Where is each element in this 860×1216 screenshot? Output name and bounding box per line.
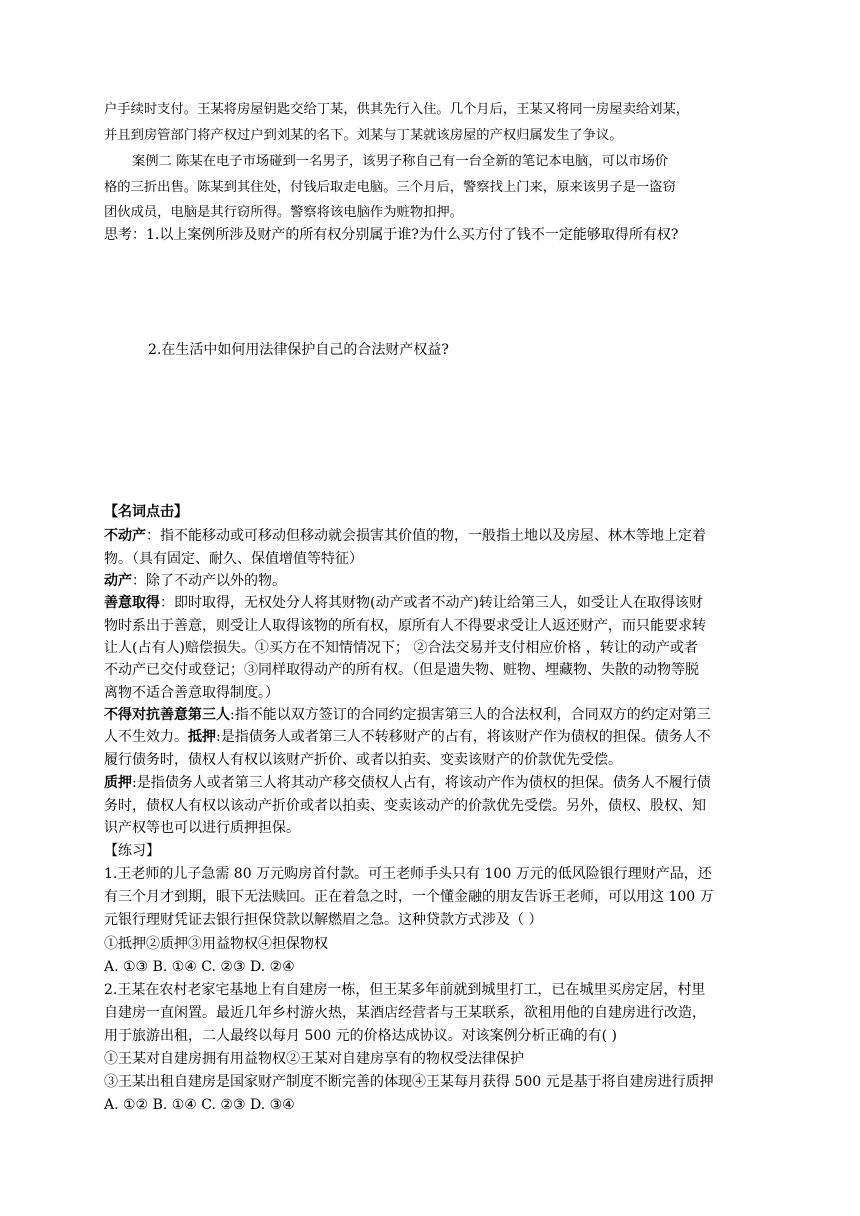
case2-line-1: 案例二 陈某在电子市场碰到一名男子，该男子称自己有一台全新的笔记本电脑，可以市场价	[132, 154, 669, 169]
case2-line-2: 格的三折出售。陈某到其住处，付钱后取走电脑。三个月后，警察找上门来，原来该男子是一盗窃	[104, 180, 676, 195]
glossary-shanyi-line-3: 让人(占有人)赔偿损失。①买方在不知情情况下； ②合法交易并支付相应价格 ，转让的动产或者	[104, 640, 698, 656]
practice-q2-options: A. ①② B. ①④ C. ②③ D. ③④	[104, 1097, 295, 1113]
practice-q1-items: ①抵押②质押③用益物权④担保物权	[104, 936, 328, 952]
glossary-dongchan: 动产：除了不动产以外的物。	[104, 573, 286, 589]
practice-q1-line-3: 元银行理财凭证去银行担保贷款以解燃眉之急。这种贷款方式涉及（ ）	[104, 912, 543, 928]
glossary-diya-line-3: 履行债务时，债权人有权以该财产折价、或者以拍卖、变卖该财产的价款优先受偿。	[104, 752, 622, 768]
glossary-shanyi-line-4: 不动产已交付或登记；③同样取得动产的所有权。（但是遗失物、赃物、埋藏物、失散的动物等脱	[104, 662, 699, 678]
think-question-2: 2.在生活中如何用法律保护自己的合法财产权益?	[148, 342, 449, 358]
glossary-shanyi-line-5: 离物不适合善意取得制度。）	[104, 685, 279, 701]
practice-q2-items-2: ③王某出租自建房是国家财产制度不断完善的体现④王某每月获得 500 元是基于将自建房进行质押	[104, 1074, 714, 1090]
glossary-budongchan-line-1: 不动产：指不能移动或可移动但移动就会损害其价值的物，一般指土地以及房屋、林木等地上定着	[104, 528, 706, 544]
case2-line-3: 团伙成员，电脑是其行窃所得。警察将该电脑作为赃物扣押。	[104, 205, 464, 220]
term-dongchan: 动产	[104, 573, 132, 589]
practice-q1-line-1: 1.王老师的儿子急需 80 万元购房首付款。可王老师手头只有 100 万元的低风险银行理财产品，还	[104, 866, 712, 882]
glossary-heading: 【名词点击】	[104, 504, 188, 520]
practice-heading: 【练习】	[104, 843, 160, 859]
glossary-bude-line-1: 不得对抗善意第三人:指不能以双方签订的合同约定损害第三人的合法权利，合同双方的约定对第三	[104, 707, 711, 723]
think-question-1: 思考：1.以上案例所涉及财产的所有权分别属于谁?为什么买方付了钱不一定能够取得所有权?	[104, 227, 679, 243]
glossary-zhiya-line-1: 质押:是指债务人或者第三人将其动产移交债权人占有，将该动产作为债权的担保。债务人不履行债	[104, 775, 711, 791]
term-bude: 不得对抗善意第三人	[104, 707, 230, 723]
glossary-zhiya-line-3: 识产权等也可以进行质押担保。	[104, 820, 300, 836]
term-budongchan: 不动产	[104, 528, 146, 544]
glossary-bude-diya-line: 人不生效力。抵押:是指债务人或者第三人不转移财产的占有，将该财产作为债权的担保。债务人不	[104, 729, 711, 745]
practice-q2-line-3: 用于旅游出租，二人最终以每月 500 元的价格达成协议。对该案例分析正确的有( )	[104, 1028, 617, 1044]
case1-line-2: 并且到房管部门将产权过户到刘某的名下。刘某与丁某就该房屋的产权归属发生了争议。	[104, 128, 623, 143]
case1-line-1: 户手续时支付。王某将房屋钥匙交给丁某，供其先行入住。几个月后，王某又将同一房屋卖给刘某，	[104, 102, 690, 117]
term-diya: 抵押	[188, 729, 216, 745]
practice-q2-line-1: 2.王某在农村老家宅基地上有自建房一栋，但王某多年前就到城里打工，已在城里买房定居，村里	[104, 982, 706, 998]
term-shanyi: 善意取得	[104, 595, 160, 611]
practice-q2-items-1: ①王某对自建房拥有用益物权②王某对自建房享有的物权受法律保护	[104, 1051, 524, 1067]
glossary-zhiya-line-2: 务时，债权人有权以该动产折价或者以拍卖、变卖该动产的价款优先受偿。另外，债权、股权、知	[104, 798, 706, 814]
glossary-shanyi-line-2: 物时系出于善意，则受让人取得该物的所有权，原所有人不得要求受让人返还财产，而只能要求转	[104, 618, 706, 634]
term-zhiya: 质押	[104, 775, 132, 791]
practice-q1-options: A. ①③ B. ①④ C. ②③ D. ②④	[104, 959, 295, 975]
practice-q1-line-2: 有三个月才到期，眼下无法赎回。正在着急之时，一个懂金融的朋友告诉王老师，可以用这 100 万	[104, 889, 714, 905]
glossary-shanyi-line-1: 善意取得：即时取得，无权处分人将其财物(动产或者不动产)转让给第三人，如受让人在取得该财	[104, 595, 703, 611]
glossary-budongchan-line-2: 物。（具有固定、耐久、保值增值等特征）	[104, 551, 363, 567]
practice-q2-line-2: 自建房一直闲置。最近几年乡村游火热，某酒店经营者与王某联系，欲租用他的自建房进行改造，	[104, 1005, 706, 1021]
